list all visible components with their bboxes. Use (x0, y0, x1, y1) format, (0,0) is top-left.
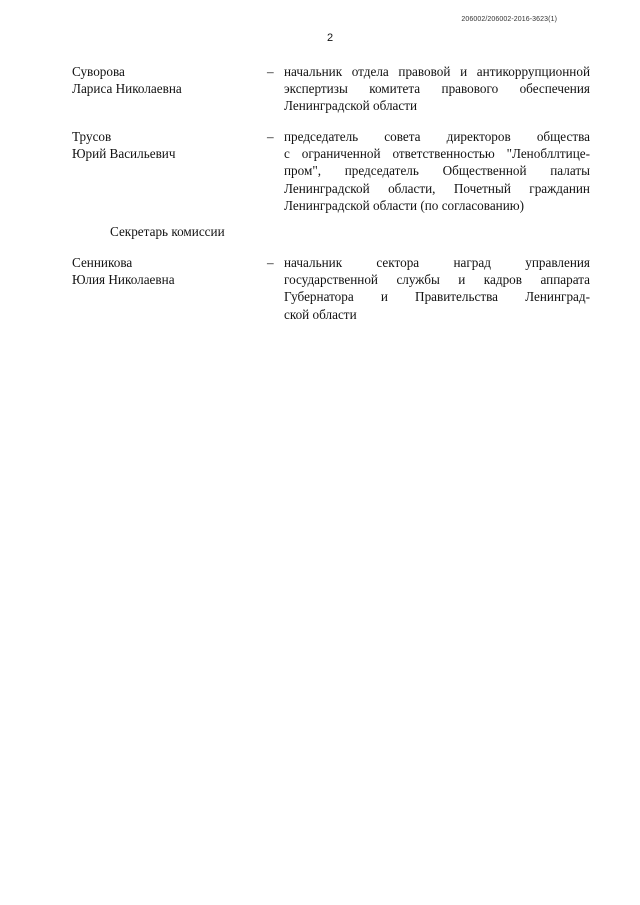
role-line: председатель совета директоров общества (284, 129, 590, 144)
role-line: Губернатора и Правительства Ленинград- (284, 289, 590, 305)
member-surname: Трусов (72, 129, 112, 144)
dash-separator: – (267, 129, 274, 144)
member-role (284, 63, 590, 115)
dash-separator: – (267, 255, 274, 270)
page-number: 2 (326, 32, 334, 44)
role-line: Ленинградской области (по согласованию) (284, 197, 525, 213)
role-line: Ленинградской области, Почетный гражданин (284, 180, 590, 196)
secretary-heading: Секретарь комиссии (110, 224, 225, 239)
member-surname: Сенникова (72, 255, 133, 270)
role-line: экспертизы комитета правового обеспечения (284, 81, 590, 97)
role-line: ской области (284, 306, 357, 322)
member-given-names: Лариса Николаевна (72, 81, 182, 97)
role-line: с ограниченной ответственностью "Ленобллтице- (284, 146, 590, 162)
member-role (284, 128, 590, 214)
member-surname: Суворова (72, 64, 125, 79)
role-line: начальник отдела правовой и антикоррупционной (284, 64, 590, 79)
dash-separator: – (267, 64, 274, 79)
role-line: Ленинградской области (284, 98, 418, 114)
member-given-names: Юлия Николаевна (72, 272, 175, 288)
member-name (72, 254, 252, 288)
role-line: государственной службы и кадров аппарата (284, 272, 590, 288)
member-name (72, 63, 252, 97)
member-name (72, 128, 252, 162)
role-line: пром", председатель Общественной палаты (284, 163, 590, 179)
member-given-names: Юрий Васильевич (72, 146, 176, 162)
member-role (284, 254, 590, 323)
role-line: начальник сектора наград управления (284, 255, 590, 270)
document-id: 206002/206002-2016-3623(1) (461, 16, 557, 23)
